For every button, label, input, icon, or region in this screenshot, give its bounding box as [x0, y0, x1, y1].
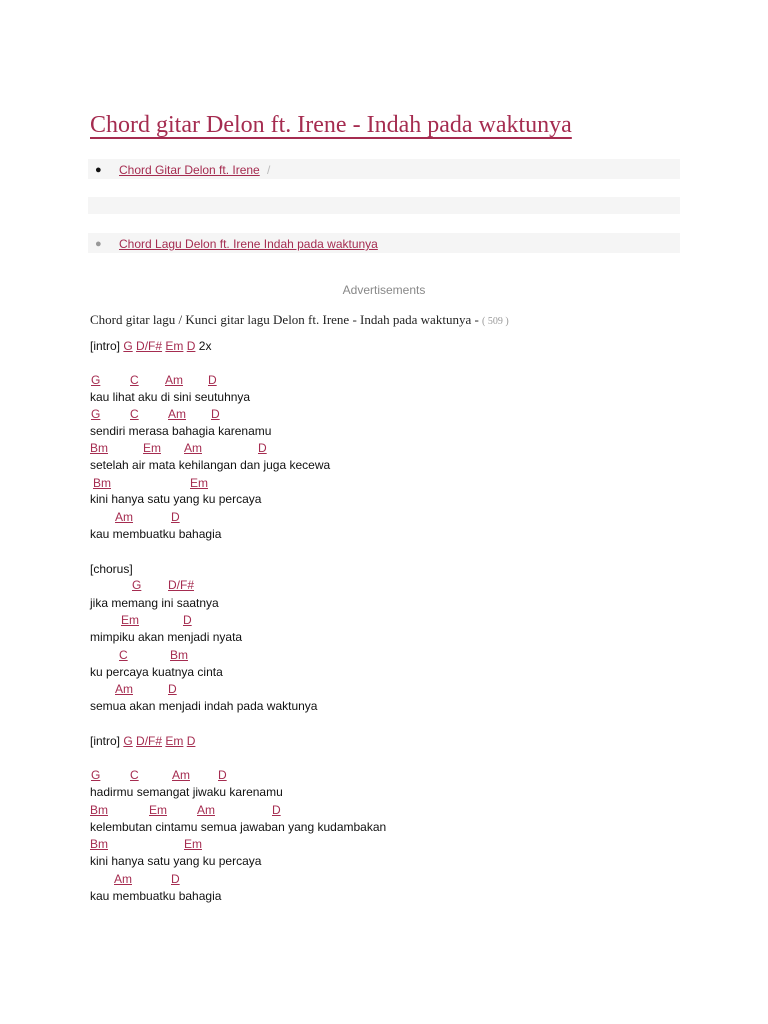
chord-link[interactable]: Bm	[90, 803, 108, 817]
breadcrumb-separator: /	[267, 163, 271, 177]
chord-link[interactable]: D	[171, 872, 180, 886]
intro-text: Chord gitar lagu / Kunci gitar lagu Delon ft. Irene - Indah pada waktunya -	[90, 312, 479, 327]
lyric-line: setelah air mata kehilangan dan juga kecewa	[90, 458, 331, 472]
lyric-line: hadirmu semangat jiwaku karenamu	[90, 785, 283, 799]
view-count: ( 509 )	[482, 316, 509, 327]
chord-link[interactable]: D	[168, 682, 177, 696]
song-link[interactable]: Chord Lagu Delon ft. Irene Indah pada waktunya	[119, 237, 378, 251]
chord-link[interactable]: Bm	[170, 648, 188, 662]
section-label: [chorus]	[90, 562, 133, 576]
chord-link[interactable]: C	[130, 407, 139, 421]
chord-link[interactable]: C	[119, 648, 128, 662]
chord-link[interactable]: D	[208, 373, 217, 387]
lyric-line: sendiri merasa bahagia karenamu	[90, 424, 272, 438]
chord-link[interactable]: Am	[184, 441, 202, 455]
chord-link[interactable]: Em	[143, 441, 161, 455]
chord-link[interactable]: Am	[168, 407, 186, 421]
chord-link[interactable]: G	[123, 734, 133, 748]
chord-link[interactable]: Am	[172, 768, 190, 782]
chord-link[interactable]: D	[183, 613, 192, 627]
lyric-line: kau lihat aku di sini seutuhnya	[90, 390, 251, 404]
chord-link[interactable]: D	[218, 768, 227, 782]
chord-link[interactable]: Em	[190, 476, 208, 490]
chord-link[interactable]: G	[123, 339, 133, 353]
lyric-line: kau membuatku bahagia	[90, 889, 222, 903]
chord-link[interactable]: Bm	[90, 837, 108, 851]
advertisements-label: Advertisements	[342, 283, 426, 297]
lyric-line: jika memang ini saatnya	[90, 596, 219, 610]
chord-link[interactable]: G	[132, 578, 142, 592]
chord-link[interactable]: D	[272, 803, 281, 817]
chord-link[interactable]: Am	[115, 510, 133, 524]
chord-link[interactable]: D/F#	[136, 339, 163, 353]
chord-link[interactable]: D	[186, 734, 196, 748]
section-label: [intro]	[90, 734, 121, 748]
chord-link[interactable]: D/F#	[168, 578, 195, 592]
chord-link[interactable]: Bm	[90, 441, 108, 455]
bullet-icon: ●	[95, 238, 102, 250]
chord-link[interactable]: Em	[121, 613, 139, 627]
page-title[interactable]: Chord gitar Delon ft. Irene - Indah pada waktunya	[90, 112, 572, 138]
chord-link[interactable]: D	[171, 510, 180, 524]
chord-link[interactable]: Am	[114, 872, 132, 886]
bullet-icon: ●	[95, 164, 102, 176]
chord-link[interactable]: Em	[165, 339, 184, 353]
chord-link[interactable]: Am	[115, 682, 133, 696]
lyric-line: kau membuatku bahagia	[90, 527, 222, 541]
lyric-line: mimpiku akan menjadi nyata	[90, 630, 243, 644]
artist-link[interactable]: Chord Gitar Delon ft. Irene	[119, 163, 260, 177]
chord-link[interactable]: G	[91, 373, 101, 387]
intro-line	[90, 339, 211, 353]
chord-link[interactable]: Am	[165, 373, 183, 387]
intro-line	[90, 734, 195, 748]
lyric-line: kelembutan cintamu semua jawaban yang kudambakan	[90, 820, 387, 834]
chord-link[interactable]: Em	[184, 837, 202, 851]
chord-link[interactable]: D	[258, 441, 267, 455]
section-label: [intro]	[90, 339, 121, 353]
chord-link[interactable]: G	[91, 407, 101, 421]
chord-link[interactable]: Em	[165, 734, 184, 748]
lyric-line: ku percaya kuatnya cinta	[90, 665, 223, 679]
chord-link[interactable]: G	[91, 768, 101, 782]
repeat-marker: 2x	[198, 339, 212, 353]
chord-link[interactable]: Bm	[93, 476, 111, 490]
chord-link[interactable]: Am	[197, 803, 215, 817]
lyric-line: semua akan menjadi indah pada waktunya	[90, 699, 318, 713]
lyric-line: kini hanya satu yang ku percaya	[90, 854, 262, 868]
chord-link[interactable]: D/F#	[136, 734, 163, 748]
chord-link[interactable]: C	[130, 768, 139, 782]
lyric-line: kini hanya satu yang ku percaya	[90, 492, 262, 506]
chord-link[interactable]: D	[186, 339, 196, 353]
chord-link[interactable]: D	[211, 407, 220, 421]
chord-link[interactable]: Em	[149, 803, 167, 817]
chord-link[interactable]: C	[130, 373, 139, 387]
